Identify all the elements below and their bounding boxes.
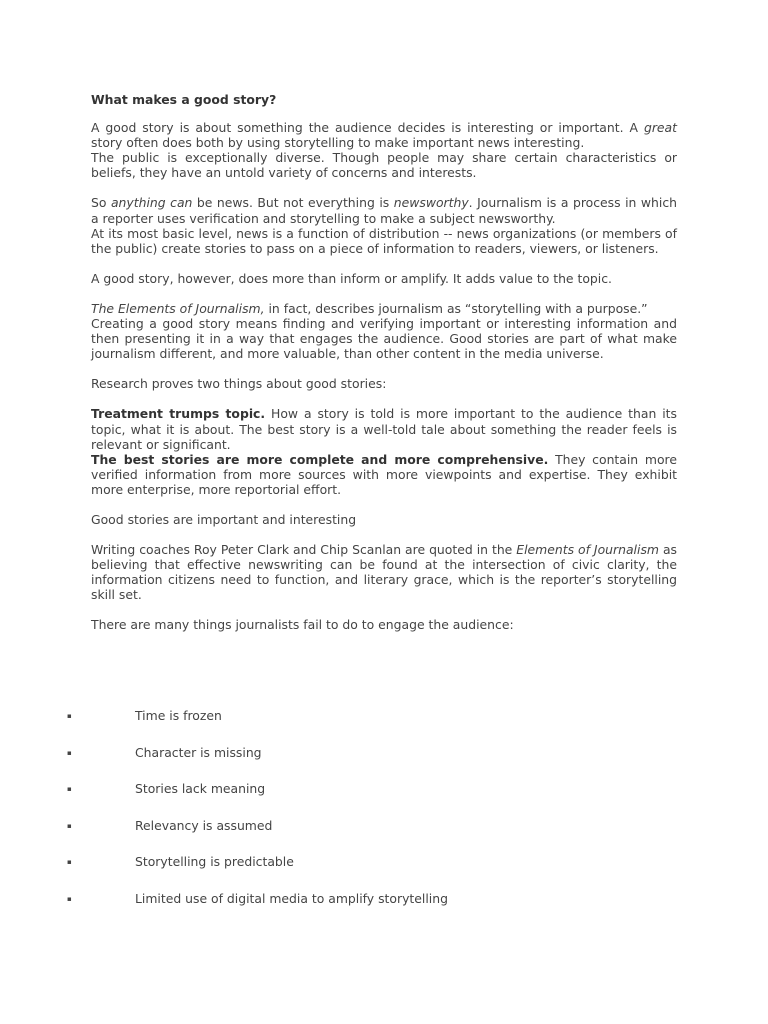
text-span: story often does both by using storytelling to make important news interesting. [91, 135, 585, 151]
bullet-icon: ▪ [67, 748, 72, 757]
text-span: in fact, describes journalism as “storytelling with a purpose.” [264, 300, 648, 316]
bullet-icon: ▪ [67, 894, 72, 903]
bold-lead: The best stories are more complete and more comprehensive. [91, 451, 549, 467]
text-span: be news. But not everything is [192, 195, 394, 211]
paragraph-creating-story: Creating a good story means finding and verifying important or interesting information and then presenting it in a way that engages the audience. Good stories are part of what make journalism different, and more valuable, than other content in the media universe. [91, 316, 677, 362]
text-span: They contain more verified information from more sources with more viewpoints and expertise. They exhibit more enterprise, more reportorial effort. [91, 451, 677, 497]
list-item [0, 818, 768, 855]
list-item [0, 891, 768, 928]
paragraph-treatment-topic [91, 406, 677, 451]
paragraph-anything-news [91, 195, 677, 225]
paragraph-public-diverse: The public is exceptionally diverse. Though people may share certain characteristics or beliefs, they have an untold variety of concerns and interests. [91, 150, 677, 181]
text-span: as believing that effective newswriting can be found at the intersection of civic clarity, the information citizens need to function, and literary grace, which is the reporter’s storytelling skill set. [91, 542, 677, 603]
book-title: Elements of Journalism [516, 542, 659, 558]
emphasis-text: anything can [110, 195, 193, 211]
paragraph-adds-value: A good story, however, does more than inform or amplify. It adds value to the topic. [91, 270, 612, 286]
list-item [0, 781, 768, 818]
paragraph-elements-journalism [91, 301, 677, 316]
document-heading: What makes a good story? [91, 92, 277, 107]
list-item [0, 745, 768, 782]
list-item-text: Relevancy is assumed [135, 817, 273, 833]
bullet-icon: ▪ [67, 712, 72, 720]
paragraph-important-interesting: Good stories are important and interesting [91, 511, 357, 527]
paragraph-good-story [91, 120, 677, 150]
text-span: How a story is told is more important to the audience than its topic, what it is about. The best story is a well-told tale about something the reader feels is relevant or significant. [91, 406, 677, 452]
paragraph-distribution: At its most basic level, news is a function of distribution -- news organizations (or members of the public) create stories to pass on a piece of information to readers, viewers, or listeners. [91, 225, 677, 256]
list-item [0, 854, 768, 891]
book-title: The Elements of Journalism, [91, 300, 265, 316]
bullet-icon: ▪ [67, 858, 72, 867]
list-item-text: Storytelling is predictable [135, 854, 294, 870]
list-item-text: Time is frozen [135, 708, 222, 723]
emphasis-text: great [643, 120, 677, 136]
emphasis-text: newsworthy [393, 195, 469, 211]
text-span: Writing coaches Roy Peter Clark and Chip Scanlan are quoted in the [91, 542, 517, 558]
paragraph-research: Research proves two things about good stories: [91, 376, 387, 392]
list-item [0, 708, 768, 745]
text-span: . Journalism is a process in which a reporter uses verification and storytelling to make a subject newsworthy. [91, 195, 677, 226]
paragraph-best-stories [91, 452, 677, 497]
bold-lead: Treatment trumps topic. [91, 406, 266, 422]
list-item-text: Stories lack meaning [135, 781, 266, 797]
list-item-text: Limited use of digital media to amplify storytelling [135, 890, 448, 906]
paragraph-writing-coaches [91, 542, 677, 602]
bullet-icon: ▪ [67, 785, 72, 794]
bullet-icon: ▪ [67, 821, 72, 830]
paragraph-fail-to-engage: There are many things journalists fail to do to engage the audience: [91, 617, 514, 633]
text-span: A good story is about something the audience decides is interesting or important. A [91, 120, 644, 136]
bullet-list [0, 708, 768, 928]
text-span: So [91, 195, 111, 211]
list-item-text: Character is missing [135, 744, 262, 760]
document-body [91, 92, 677, 633]
